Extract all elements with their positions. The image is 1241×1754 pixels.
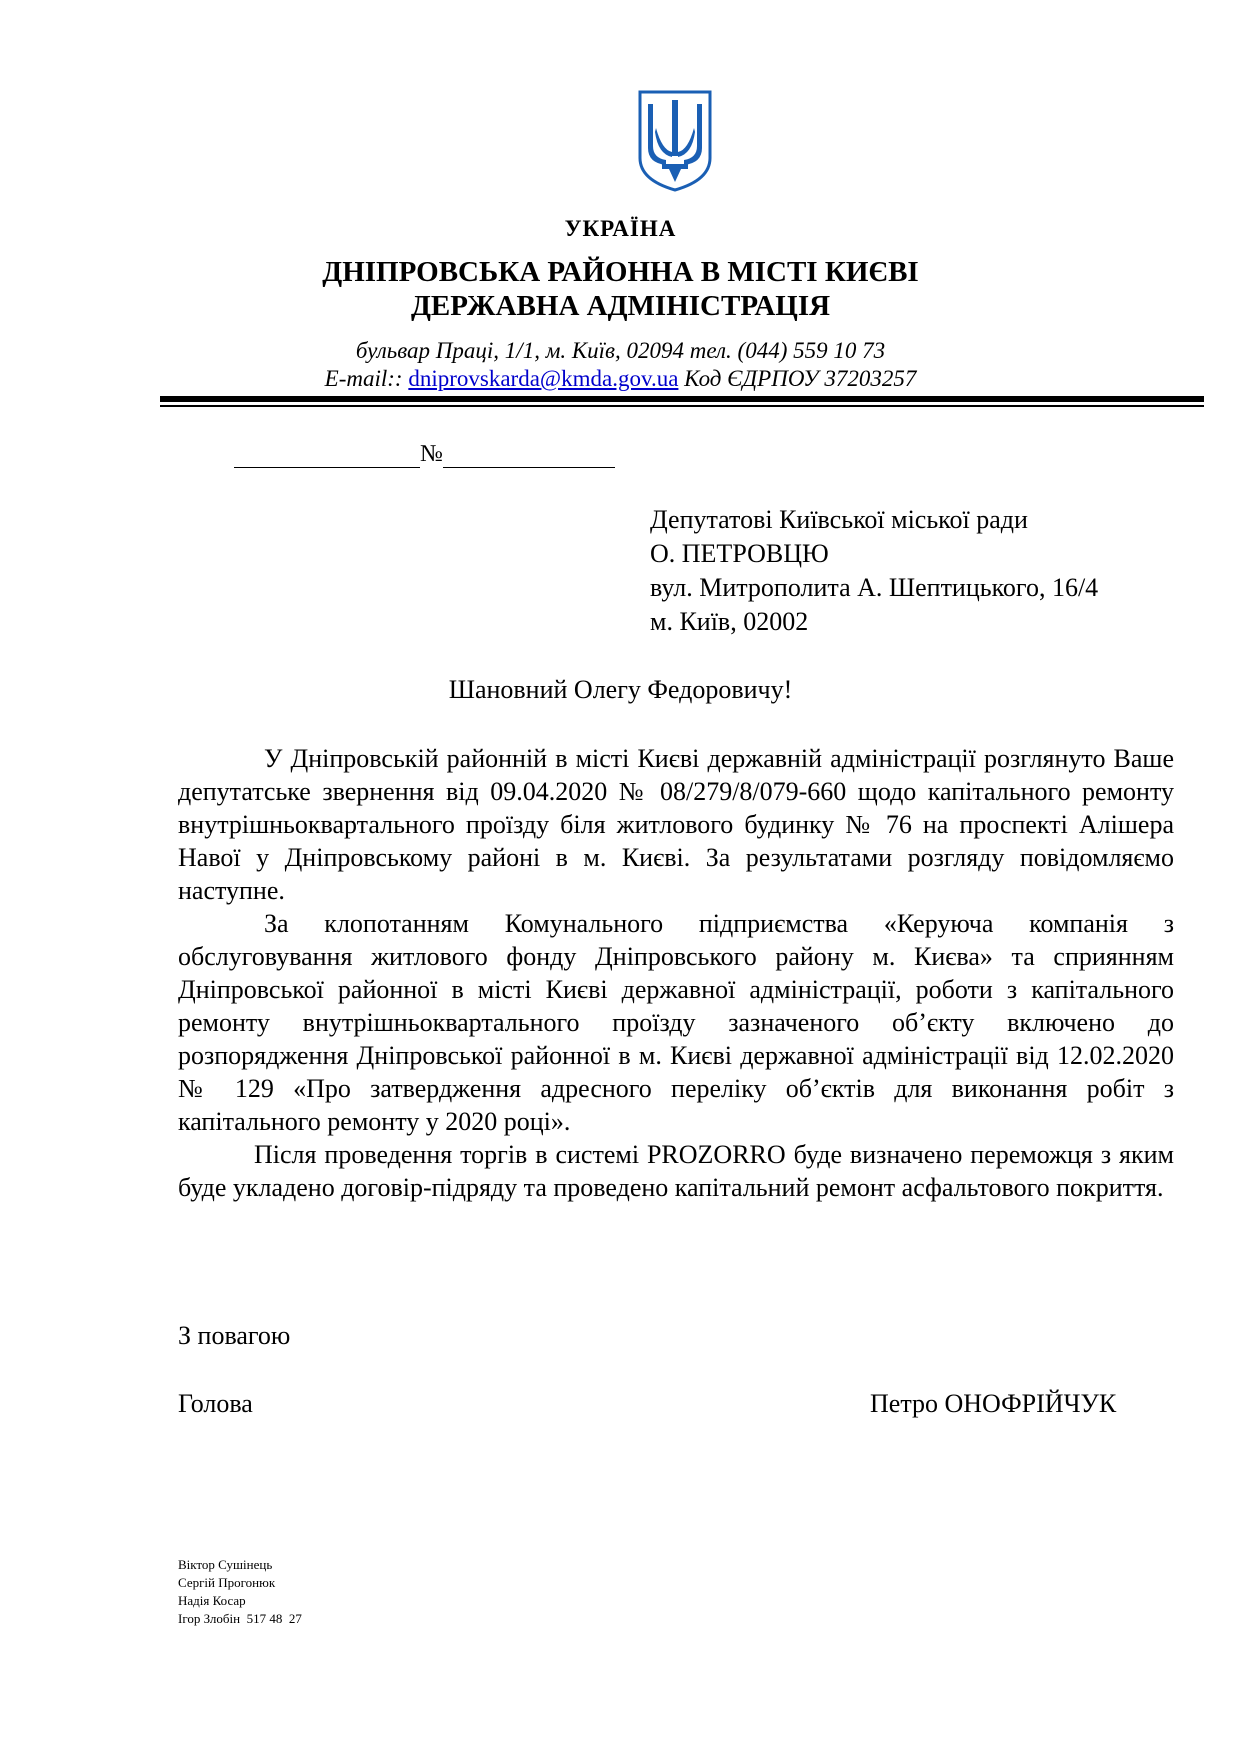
addressee-street: вул. Митрополита А. Шептицького, 16/4 [650, 573, 1099, 602]
body-paragraph: У Дніпровській районній в місті Києві державній адміністрації розглянуто Ваше депутатське звернення від 09.04.2020 № 08/279/8/079-660 щодо капітального ремонту внутрішньоквартального проїзду біля житлового будинку № 76 на проспекті Алішера Навої у Дніпровському районі в м. Києві. За результатами розгляду повідомляємо наступне. [178, 744, 1174, 905]
executor-name: Сергій Прогонюк [178, 1575, 276, 1590]
addressee-name: О. ПЕТРОВЦЮ [650, 539, 829, 568]
header-divider-thick [160, 396, 1204, 402]
organization-title-line2: ДЕРЖАВНА АДМІНІСТРАЦІЯ [410, 290, 831, 322]
addressee-title: Депутатові Київської міської ради [650, 505, 1028, 534]
addressee-block [650, 503, 1098, 639]
number-blank [443, 445, 615, 468]
organization-title-line1: ДНІПРОВСЬКА РАЙОННА В МІСТІ КИЄВІ [322, 256, 919, 288]
letter-body [178, 742, 1174, 1204]
executor-name: Надія Косар [178, 1593, 246, 1608]
closing-phrase: З повагою [178, 1321, 291, 1350]
number-sign: № [420, 441, 443, 467]
organization-contacts [0, 366, 1241, 392]
body-paragraph: За клопотанням Комунального підприємства «Керуюча компанія з обслуговування житлового фонду Дніпровського району м. Києва» та сприянням Дніпровської районної в місті Києві державної адміністрації, роботи з капітального ремонту внутрішньоквартального проїзду зазначеного об’єкту включено до розпорядження Дніпровської районної в м. Києві державної адміністрації від 12.02.2020 № 129 «Про затвердження адресного переліку об’єктів для виконання робіт з капітального ремонту у 2020 році». [178, 909, 1174, 1136]
addressee-city: м. Київ, 02002 [650, 607, 809, 636]
email-label: E-mail:: [324, 366, 409, 391]
header-divider-thin [160, 405, 1204, 407]
edrpou-code: Код ЄДРПОУ 37203257 [678, 366, 917, 391]
organization-address: бульвар Праці, 1/1, м. Київ, 02094 тел. (044) 559 10 73 [355, 338, 886, 363]
executor-name: Віктор Сушінець [178, 1557, 273, 1572]
country-title: УКРАЇНА [564, 216, 677, 241]
executors-list [178, 1556, 302, 1628]
executor-name: Ігор Злобін 517 48 27 [178, 1611, 302, 1626]
registration-number-line [234, 441, 615, 468]
body-paragraph: Після проведення торгів в системі PROZORRO буде визначено переможця з яким буде укладено договір-підряду та проведено капітальний ремонт асфальтового покриття. [178, 1140, 1174, 1202]
date-blank [234, 445, 420, 468]
trident-coat-of-arms-icon [636, 88, 714, 192]
email-link[interactable]: dniprovskarda@kmda.gov.ua [408, 366, 679, 391]
salutation: Шановний Олегу Федоровичу! [448, 675, 793, 704]
signer-position: Голова [178, 1389, 253, 1418]
signer-name: Петро ОНОФРІЙЧУК [870, 1389, 1117, 1418]
